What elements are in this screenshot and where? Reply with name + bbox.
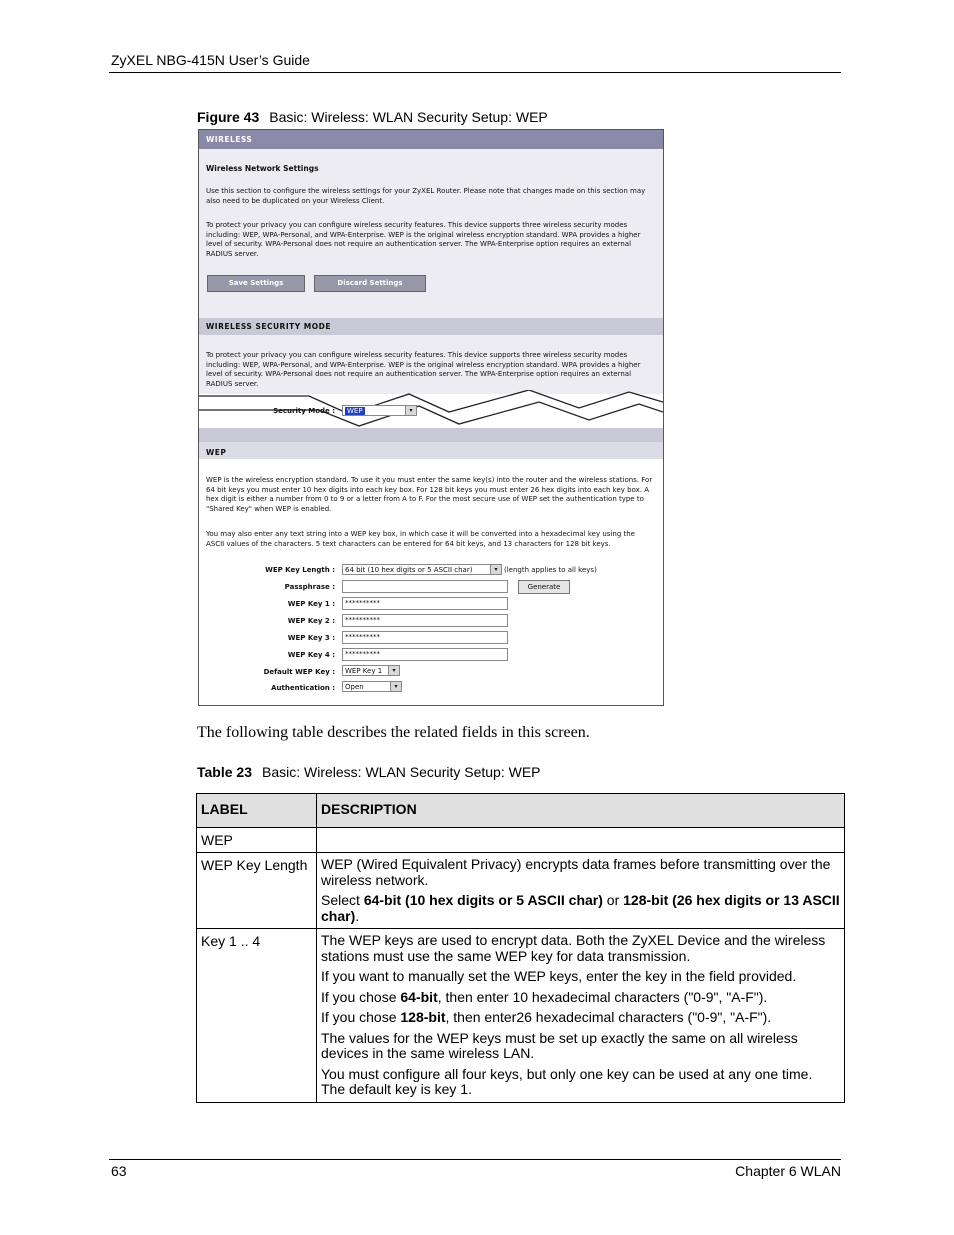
chevron-down-icon: ▾ [405, 406, 416, 415]
security-mode-label: Security Mode : [273, 407, 335, 415]
security-mode-band [199, 318, 663, 335]
wep-key-1-label: WEP Key 1 : [287, 600, 335, 608]
wireless-band-label: WIRELESS [206, 135, 253, 144]
table-header-row [197, 794, 845, 828]
wlan-security-screenshot [198, 129, 664, 706]
description-paragraph: You must configure all four keys, but only one key can be used at any one time. The default key is key 1. [321, 1065, 813, 1097]
wep-key-3-label: WEP Key 3 : [287, 634, 335, 642]
security-paragraph: To protect your privacy you can configure wireless security features. This device supports three wireless security modes including: WEP, WPA-Personal, and WPA-Enterprise. WEP is the original wireless encryption standard. WPA provides a higher level of security. WPA-Personal does not require an authentication server. The WPA-Enterprise option requires an external RADIUS server. [206, 351, 641, 388]
figure-title: Basic: Wireless: WLAN Security Setup: WEP [269, 109, 548, 125]
table-title: Basic: Wireless: WLAN Security Setup: WEP [262, 764, 541, 780]
discard-settings-button[interactable]: Discard Settings [314, 275, 426, 292]
wep-band-label: WEP [206, 448, 227, 457]
figure-caption [197, 109, 548, 125]
security-mode-band-label: WIRELESS SECURITY MODE [206, 322, 331, 331]
row-description-wep-key-length [317, 853, 845, 929]
wep-paragraph-2: You may also enter any text string into a WEP key box, in which case it will be converted into a hexadecimal key using the ASCII values of the characters. 5 text characters can be entered for 64 bit keys, and 13 characters for 128 bit keys. [206, 530, 635, 548]
save-settings-button[interactable]: Save Settings [207, 275, 305, 292]
intro-paragraph-2: To protect your privacy you can configure wireless security features. This device supports three wireless security modes including: WEP, WPA-Personal, and WPA-Enterprise. WEP is the original wireless encryption standard. WPA provides a higher level of security. WPA-Personal does not require an authentication server. The WPA-Enterprise option requires an external RADIUS server. [206, 221, 641, 258]
column-header-label: LABEL [197, 794, 317, 828]
row-label-wep-key-length: WEP Key Length [197, 853, 317, 929]
row-label-wep: WEP [197, 828, 317, 853]
row-label-keys: Key 1 .. 4 [197, 929, 317, 1103]
wep-paragraph-1: WEP is the wireless encryption standard. To use it you must enter the same key(s) into the router and the wireless stations. For 64 bit keys you must enter 10 hex digits into each key box. For 128 bit keys you must enter 26 hex digits into each key box. A hex digit is either a number from 0 to 9 or a letter from A to F. For the most secure use of WEP set the authentication type to "Shared Key" when WEP is enabled. [206, 476, 653, 513]
chevron-down-icon: ▾ [388, 666, 399, 675]
default-wep-key-select[interactable]: WEP Key 1 ▾ [342, 665, 400, 676]
chevron-down-icon: ▾ [490, 565, 501, 574]
description-paragraph: The WEP keys are used to encrypt data. Both the ZyXEL Device and the wireless stations must use the same WEP key for data transmission. [321, 932, 826, 964]
description-paragraph: If you chose 64-bit, then enter 10 hexadecimal characters ("0-9", "A-F"). [321, 988, 768, 1005]
chapter-title: Chapter 6 WLAN [735, 1163, 841, 1179]
description-paragraph: WEP (Wired Equivalent Privacy) encrypts data frames before transmitting over the wireless network. [321, 856, 831, 888]
default-wep-key-label: Default WEP Key : [263, 668, 335, 676]
wep-key-length-label: WEP Key Length : [265, 566, 335, 574]
key-length-note: (length applies to all keys) [504, 566, 597, 574]
figure-label: Figure 43 [197, 109, 260, 125]
passphrase-label: Passphrase : [284, 583, 335, 591]
table-row [197, 929, 845, 1103]
description-paragraph: If you want to manually set the WEP keys, enter the key in the field provided. [321, 968, 797, 984]
wep-key-3-input[interactable]: ********** [342, 631, 508, 644]
wep-key-1-input[interactable]: ********** [342, 597, 508, 610]
chevron-down-icon: ▾ [390, 682, 401, 691]
row-description-wep [317, 828, 845, 853]
authentication-label: Authentication : [271, 684, 335, 692]
intro-paragraph-1: Use this section to configure the wireless settings for your ZyXEL Router. Please note that changes made on this section may also need to be duplicated on your Wireless Client. [206, 187, 646, 205]
authentication-select[interactable]: Open ▾ [342, 681, 402, 692]
generate-button[interactable]: Generate [518, 580, 570, 594]
field-description-table [196, 793, 845, 1103]
row-description-keys [317, 929, 845, 1103]
wep-key-4-input[interactable]: ********** [342, 648, 508, 661]
wep-separator-band [199, 428, 663, 442]
intro-text: The following table describes the related fields in this screen. [197, 724, 590, 741]
description-paragraph: The values for the WEP keys must be set up exactly the same on all wireless devices in the same wireless LAN. [321, 1029, 798, 1061]
passphrase-input[interactable] [342, 580, 508, 593]
wep-key-2-input[interactable]: ********** [342, 614, 508, 627]
table-caption [197, 764, 541, 780]
wep-band [199, 442, 663, 459]
column-header-description: DESCRIPTION [317, 794, 845, 828]
table-label: Table 23 [197, 764, 252, 780]
table-row [197, 828, 845, 853]
wep-key-4-label: WEP Key 4 : [287, 651, 335, 659]
wireless-band [199, 130, 663, 149]
footer-rule [109, 1159, 841, 1160]
network-settings-heading: Wireless Network Settings [206, 164, 319, 173]
description-paragraph: Select 64-bit (10 hex digits or 5 ASCII char) or 128-bit (26 hex digits or 13 ASCII char). [321, 892, 840, 924]
table-row [197, 853, 845, 929]
description-paragraph: If you chose 128-bit, then enter26 hexadecimal characters ("0-9", "A-F"). [321, 1009, 772, 1025]
wep-key-2-label: WEP Key 2 : [287, 617, 335, 625]
running-header-title: ZyXEL NBG-415N User’s Guide [111, 52, 310, 68]
header-rule [109, 72, 841, 73]
security-mode-select[interactable]: WEP ▾ [342, 405, 417, 416]
page-number: 63 [111, 1163, 127, 1179]
wep-key-length-select[interactable]: 64 bit (10 hex digits or 5 ASCII char) ▾ [342, 564, 502, 575]
